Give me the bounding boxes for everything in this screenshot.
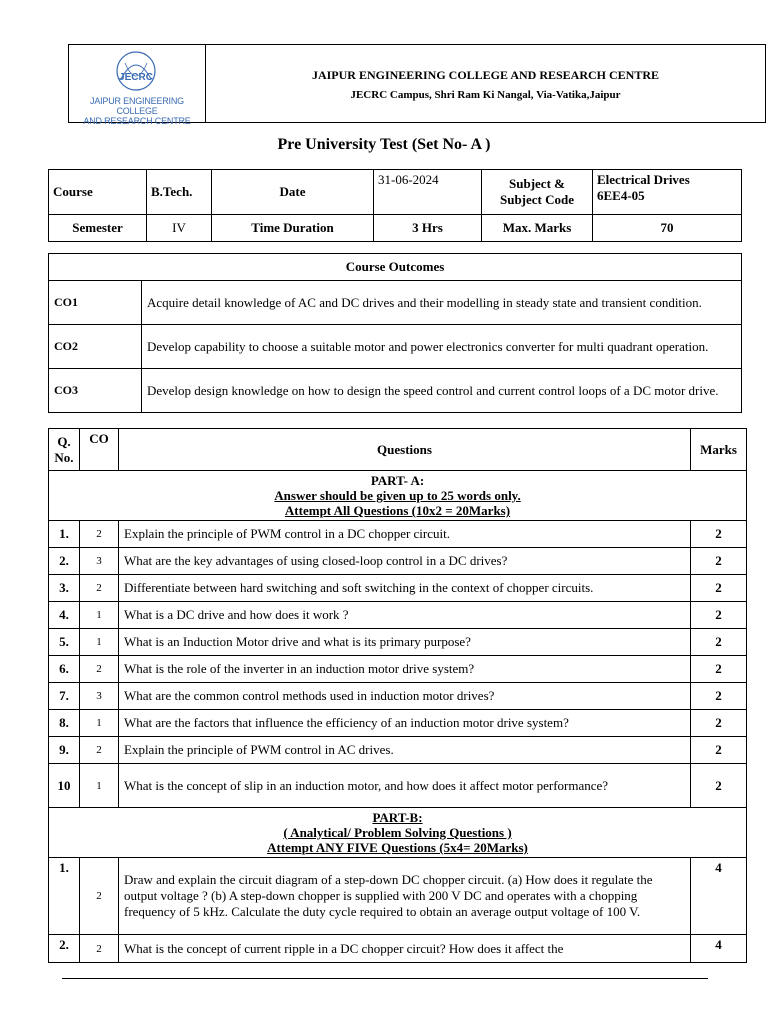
duration-label: Time Duration	[212, 215, 374, 242]
part-b-heading-row	[49, 808, 747, 858]
part-b-subtitle: ( Analytical/ Problem Solving Questions )	[283, 825, 512, 840]
question-row	[49, 656, 747, 683]
subject-value	[593, 170, 742, 215]
question-text: Explain the principle of PWM control in AC drives.	[119, 737, 691, 764]
questions-table	[48, 428, 747, 963]
question-text: What are the factors that influence the efficiency of an induction motor drive system?	[119, 710, 691, 737]
college-info-cell	[206, 45, 766, 123]
jecrc-logo-icon	[111, 49, 161, 95]
question-text: What is a DC drive and how does it work ?	[119, 602, 691, 629]
question-row	[49, 710, 747, 737]
logo-name: JECRC	[119, 72, 153, 83]
question-row	[49, 683, 747, 710]
co-header: CO	[80, 429, 119, 471]
question-marks: 4	[691, 935, 747, 963]
question-marks: 2	[691, 683, 747, 710]
test-title: Pre University Test (Set No- A )	[277, 136, 491, 153]
question-co: 2	[80, 521, 119, 548]
question-text: What are the common control methods used in induction motor drives?	[119, 683, 691, 710]
question-row	[49, 602, 747, 629]
question-text: Explain the principle of PWM control in a DC chopper circuit.	[119, 521, 691, 548]
question-number: 1.	[49, 858, 80, 935]
question-row	[49, 629, 747, 656]
question-number: 3.	[49, 575, 80, 602]
semester-value: IV	[147, 215, 212, 242]
question-co: 3	[80, 548, 119, 575]
course-outcome-row	[49, 369, 742, 413]
exam-info-table	[48, 169, 742, 242]
course-outcomes-heading: Course Outcomes	[49, 254, 742, 281]
question-text: What are the key advantages of using closed-loop control in a DC drives?	[119, 548, 691, 575]
co-text: Develop design knowledge on how to design the speed control and current control loops of a DC motor drive.	[142, 369, 742, 413]
logo-cell	[69, 45, 206, 126]
question-number: 7.	[49, 683, 80, 710]
question-number: 1.	[49, 521, 80, 548]
subject-name: Electrical Drives	[597, 172, 690, 187]
question-marks: 2	[691, 737, 747, 764]
part-a-heading-row	[49, 471, 747, 521]
question-row	[49, 521, 747, 548]
date-label: Date	[212, 170, 374, 215]
co-text: Acquire detail knowledge of AC and DC drives and their modelling in steady state and transient condition.	[142, 281, 742, 325]
question-number: 2.	[49, 935, 80, 963]
question-text: What is the concept of current ripple in a DC chopper circuit? How does it affect the	[119, 935, 691, 963]
question-co: 2	[80, 737, 119, 764]
question-marks: 2	[691, 656, 747, 683]
question-row	[49, 575, 747, 602]
question-marks: 2	[691, 764, 747, 808]
footer-divider	[62, 978, 708, 979]
question-number: 9.	[49, 737, 80, 764]
question-number: 5.	[49, 629, 80, 656]
part-b-title: PART-B:	[372, 810, 423, 825]
course-outcome-row	[49, 325, 742, 369]
question-marks: 2	[691, 548, 747, 575]
part-a-questions	[49, 521, 747, 808]
co-id: CO3	[49, 369, 142, 413]
question-marks: 2	[691, 710, 747, 737]
question-text: Differentiate between hard switching and soft switching in the context of chopper circuits.	[119, 575, 691, 602]
question-co: 2	[80, 858, 119, 935]
question-header: Questions	[119, 429, 691, 471]
course-outcome-row	[49, 281, 742, 325]
question-marks: 2	[691, 602, 747, 629]
part-a-title: PART- A:	[370, 473, 425, 488]
logo-caption: JAIPUR ENGINEERING COLLEGE AND RESEARCH CENTRE	[83, 96, 191, 126]
part-a-attempt: Attempt All Questions (10x2 = 20Marks)	[284, 503, 511, 518]
course-label: Course	[49, 170, 147, 215]
part-a-instruction: Answer should be given up to 25 words only.	[274, 488, 521, 503]
part-b-questions	[49, 858, 747, 963]
marks-header: Marks	[691, 429, 747, 471]
question-co: 1	[80, 602, 119, 629]
question-co: 2	[80, 656, 119, 683]
question-co: 1	[80, 629, 119, 656]
max-marks-label: Max. Marks	[482, 215, 593, 242]
semester-label: Semester	[49, 215, 147, 242]
question-number: 8.	[49, 710, 80, 737]
question-row	[49, 737, 747, 764]
co-id: CO1	[49, 281, 142, 325]
qno-header: Q. No.	[49, 429, 80, 471]
duration-value: 3 Hrs	[374, 215, 482, 242]
part-b-attempt: Attempt ANY FIVE Questions (5x4= 20Marks)	[267, 840, 528, 855]
question-marks: 2	[691, 575, 747, 602]
question-marks: 2	[691, 521, 747, 548]
question-row	[49, 548, 747, 575]
question-row	[49, 764, 747, 808]
co-id: CO2	[49, 325, 142, 369]
question-text: Draw and explain the circuit diagram of a step-down DC chopper circuit. (a) How does it regulate the output voltage ? (b) A step-down chopper is supplied with 200 V DC and operates with a chopping frequency of 5 kHz. Calculate the duty cycle required to obtain an average output voltage of 100 V.	[119, 858, 691, 935]
question-co: 3	[80, 683, 119, 710]
question-number: 2.	[49, 548, 80, 575]
question-text: What is the role of the inverter in an induction motor drive system?	[119, 656, 691, 683]
question-text: What is the concept of slip in an induction motor, and how does it affect motor performance?	[119, 764, 691, 808]
question-row	[49, 935, 747, 963]
question-co: 2	[80, 575, 119, 602]
question-co: 1	[80, 710, 119, 737]
college-name: JAIPUR ENGINEERING COLLEGE AND RESEARCH CENTRE	[311, 67, 660, 82]
co-text: Develop capability to choose a suitable motor and power electronics converter for multi quadrant operation.	[142, 325, 742, 369]
question-co: 1	[80, 764, 119, 808]
question-text: What is an Induction Motor drive and what is its primary purpose?	[119, 629, 691, 656]
college-header	[68, 44, 766, 126]
subject-label: Subject & Subject Code	[482, 170, 593, 215]
question-row	[49, 858, 747, 935]
max-marks-value: 70	[593, 215, 742, 242]
question-number: 4.	[49, 602, 80, 629]
subject-code: 6EE4-05	[597, 188, 645, 203]
course-outcomes-table	[48, 253, 742, 413]
question-number: 10	[49, 764, 80, 808]
campus-address: JECRC Campus, Shri Ram Ki Nangal, Via-Vatika,Jaipur	[350, 88, 621, 101]
date-value: 31-06-2024	[374, 170, 482, 215]
question-number: 6.	[49, 656, 80, 683]
course-value: B.Tech.	[147, 170, 212, 215]
questions-header-row	[49, 429, 747, 471]
question-marks: 4	[691, 858, 747, 935]
question-co: 2	[80, 935, 119, 963]
question-marks: 2	[691, 629, 747, 656]
